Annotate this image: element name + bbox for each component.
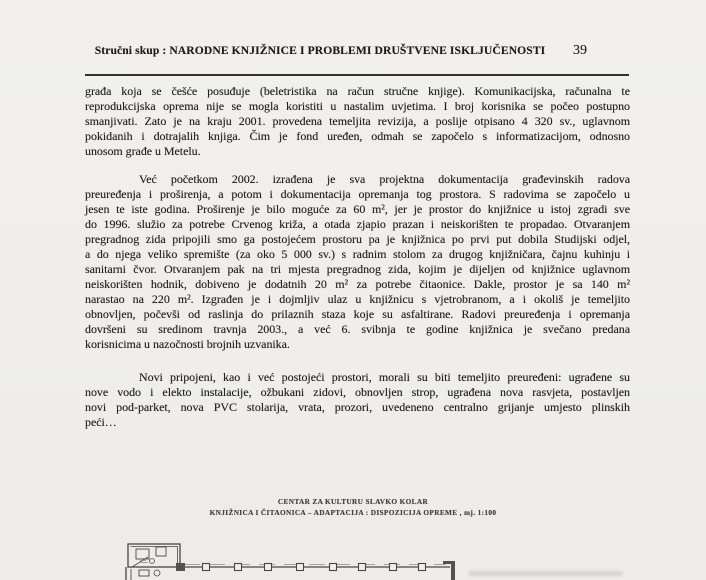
figure-caption-line1: CENTAR ZA KULTURU SLAVKO KOLAR: [277, 497, 429, 506]
page-number: 39: [573, 43, 587, 58]
text-line: do 1996. služio za potrebe Crvenog križa, a otada zjapio prazan i neiskorišten te propadao. Otvaranjem: [85, 217, 630, 231]
text-line: nove vodo i elekto instalacije, ožbukani zidovi, obnovljen strop, ugrađena nova rasvjeta, postavljen: [85, 385, 630, 399]
text-line: reprodukcijska oprema nije se mogla koristiti u nastalim uvjetima. I broj korisnika se počeo postupno: [85, 99, 630, 113]
text-line: pokidanih i dotrajalih knjiga. Čim je fond uređen, odmah se započelo s informatizacijom, odnosno: [85, 129, 630, 143]
text-line: Novi pripojeni, kao i već postojeći prostori, morali su biti temeljito preuređeni: ugrađene su: [139, 370, 630, 384]
text-line: neiskorišten hodnik, dobiveno je dodatnih 20 m² za potrebe čitaonice. Dakle, prostor je sa 140 m²: [85, 277, 630, 291]
paragraph-3: [85, 370, 630, 430]
paragraph-1: [85, 84, 630, 159]
text-line: unosom građe u Metelu.: [85, 144, 201, 158]
header-rule: [85, 74, 629, 76]
text-line: korisnicima u nazočnosti brojnih uzvanika.: [85, 337, 290, 351]
text-line: sanitarni čvor. Otvaranjem pak na tri mjesta pregradnog zida, kojim je dijeljen od knjižnice uglavnom: [85, 262, 630, 276]
text-line: Već početkom 2002. izrađena je sva projektna dokumentacija građevinskih radova: [139, 172, 630, 186]
text-line: peći…: [85, 415, 117, 429]
text-line: građa koja se češće posuđuje (beletristika na račun stručne knjige). Komunikacijska, računalna te: [85, 84, 630, 98]
text-line: obnovljen, počevši od raslinja do prilaznih staza koje su asfaltirane. Radovi preuređenja i opremanja: [85, 307, 630, 321]
figure-caption-line2: KNJIŽNICA I ČITAONICA – ADAPTACIJA : DISPOZICIJA OPREME , mj. 1:100: [209, 508, 497, 517]
running-head-title: Stručni skup : NARODNE KNJIŽNICE I PROBLEMI DRUŠTVENE ISKLJUČENOSTI: [94, 44, 546, 57]
text-line: preuređenja i proširenja, a potom i dokumentacija opremanja tog prostora. S radovima se započelo u: [85, 187, 630, 201]
text-line: dovršeni su sredinom travnja 2003., a već 6. svibnja te godine knjižnica je svečano predana: [85, 322, 630, 336]
scan-smudge: [468, 571, 623, 576]
text-line: a do njega veliko spremište (za oko 5 000 sv.) s radnim stolom za drugog knjižničara, čajnu kuhinju i: [85, 247, 630, 261]
text-line: pregradnog zida pripojili smo ga postojećem prostoru pa je knjižnica po prvi put dobila Studijski odjel,: [85, 232, 630, 246]
paragraph-2: [85, 172, 630, 352]
text-line: narastao na 220 m². Izgrađen je i dojmljiv ulaz u knjižnicu s vjetrobranom, a i okoliš je temeljito: [85, 292, 630, 306]
text-line: novi pod-parket, nova PVC stolarija, vrata, prozori, uvedeneno centralno grijanje umjesto plinskih: [85, 400, 630, 414]
text-line: smanjivati. Zato je na kraju 2001. provedena temeljita revizija, a poslije otpisano 4 320 sv., uglavnom: [85, 114, 630, 128]
text-line: jesen te iste godina. Proširenje je bilo moguće za 60 m², jer je prostor do knjižnice u istoj zgradi sve: [85, 202, 630, 216]
floor-plan: [114, 541, 466, 580]
